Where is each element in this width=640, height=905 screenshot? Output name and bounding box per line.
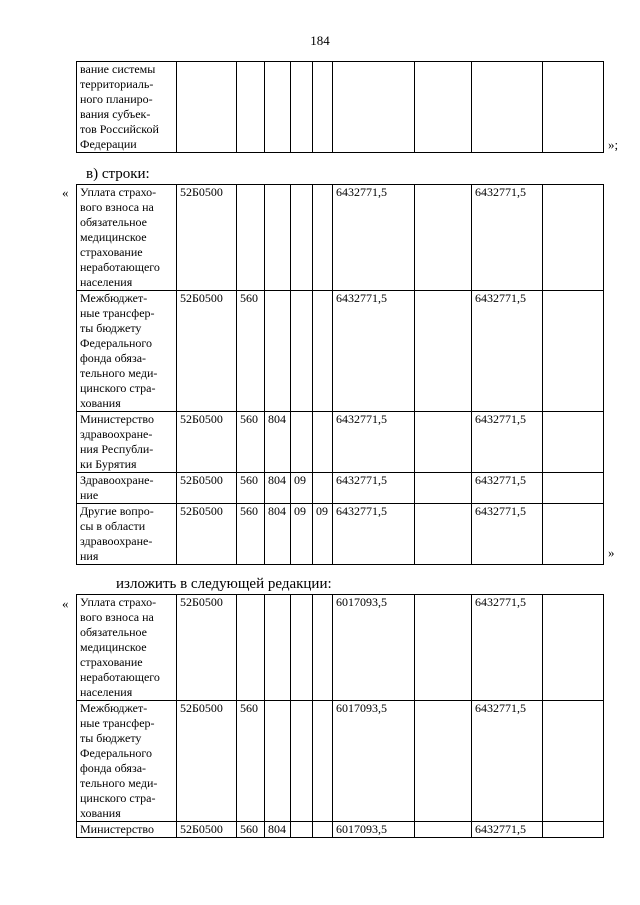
target-code-cell: 52Б0500	[177, 595, 237, 701]
subsection-cell	[313, 473, 333, 504]
subsection-cell	[313, 701, 333, 822]
ministry-code-cell	[265, 62, 291, 153]
subsection-cell	[313, 62, 333, 153]
ministry-code-cell	[265, 595, 291, 701]
budget-table-continuation	[76, 61, 604, 153]
amount-year2-cell: 6432771,5	[472, 473, 543, 504]
ministry-code-cell	[265, 701, 291, 822]
expense-type-cell: 560	[237, 473, 265, 504]
amount-year1-cell: 6432771,5	[333, 412, 415, 473]
amount-year1-cell: 6432771,5	[333, 504, 415, 565]
expense-type-cell	[237, 595, 265, 701]
section-cell	[291, 822, 313, 838]
subsection-cell	[313, 822, 333, 838]
expense-type-cell	[237, 62, 265, 153]
amount-year2-cell: 6432771,5	[472, 291, 543, 412]
empty-cell	[415, 185, 472, 291]
empty-cell	[543, 412, 604, 473]
amount-year2-cell: 6432771,5	[472, 504, 543, 565]
amount-year1-cell	[333, 62, 415, 153]
item-name-cell: Министерство здравоохране- ния Республи- ки Бурятия	[77, 412, 177, 473]
empty-cell	[543, 701, 604, 822]
amount-year1-cell: 6432771,5	[333, 473, 415, 504]
item-name-cell: Межбюджет- ные трансфер- ты бюджету Федерального фонда обяза- тельного меди- цинского стра- хования	[77, 291, 177, 412]
table-row	[77, 62, 604, 153]
subsection-cell	[313, 595, 333, 701]
empty-cell	[415, 595, 472, 701]
heading-rows: в) строки:	[86, 166, 150, 182]
amount-year2-cell: 6432771,5	[472, 412, 543, 473]
section-cell	[291, 701, 313, 822]
item-name-cell: Другие вопро- сы в области здравоохране- ния	[77, 504, 177, 565]
ministry-code-cell: 804	[265, 412, 291, 473]
empty-cell	[543, 504, 604, 565]
ministry-code-cell: 804	[265, 822, 291, 838]
empty-cell	[415, 62, 472, 153]
item-name-cell: Здравоохране- ние	[77, 473, 177, 504]
opening-quote: «	[62, 596, 69, 611]
empty-cell	[415, 701, 472, 822]
table-row	[77, 822, 604, 838]
empty-cell	[415, 473, 472, 504]
expense-type-cell	[237, 185, 265, 291]
empty-cell	[543, 473, 604, 504]
amount-year1-cell: 6017093,5	[333, 701, 415, 822]
target-code-cell: 52Б0500	[177, 473, 237, 504]
item-name-cell: вание системы территориаль- ного планиро- вания субъек- тов Российской Федерации	[77, 62, 177, 153]
amount-year2-cell: 6432771,5	[472, 822, 543, 838]
target-code-cell: 52Б0500	[177, 504, 237, 565]
target-code-cell: 52Б0500	[177, 412, 237, 473]
budget-table-new-rows	[76, 594, 604, 838]
table-row	[77, 185, 604, 291]
subsection-cell: 09	[313, 504, 333, 565]
expense-type-cell: 560	[237, 822, 265, 838]
table-row	[77, 291, 604, 412]
item-name-cell: Уплата страхо- вого взноса на обязательное медицинское страхование неработающего населения	[77, 185, 177, 291]
table-row	[77, 504, 604, 565]
section-cell	[291, 412, 313, 473]
expense-type-cell: 560	[237, 291, 265, 412]
empty-cell	[415, 822, 472, 838]
section-cell: 09	[291, 504, 313, 565]
expense-type-cell: 560	[237, 412, 265, 473]
amount-year2-cell	[472, 62, 543, 153]
subsection-cell	[313, 291, 333, 412]
expense-type-cell: 560	[237, 701, 265, 822]
section-cell	[291, 185, 313, 291]
closing-quote: »	[608, 545, 615, 560]
target-code-cell: 52Б0500	[177, 185, 237, 291]
empty-cell	[415, 504, 472, 565]
ministry-code-cell: 804	[265, 504, 291, 565]
target-code-cell: 52Б0500	[177, 291, 237, 412]
ministry-code-cell	[265, 185, 291, 291]
amount-year2-cell: 6432771,5	[472, 185, 543, 291]
amount-year2-cell: 6432771,5	[472, 701, 543, 822]
item-name-cell: Уплата страхо- вого взноса на обязательное медицинское страхование неработающего населения	[77, 595, 177, 701]
amount-year1-cell: 6432771,5	[333, 291, 415, 412]
item-name-cell: Министерство	[77, 822, 177, 838]
ministry-code-cell	[265, 291, 291, 412]
subsection-cell	[313, 185, 333, 291]
heading-new-edition: изложить в следующей редакции:	[116, 576, 332, 592]
closing-quote-semicolon: »;	[608, 137, 619, 152]
page-number: 184	[310, 33, 330, 48]
opening-quote: «	[62, 185, 69, 200]
table-row	[77, 412, 604, 473]
empty-cell	[543, 62, 604, 153]
amount-year1-cell: 6017093,5	[333, 822, 415, 838]
expense-type-cell: 560	[237, 504, 265, 565]
empty-cell	[543, 291, 604, 412]
amount-year1-cell: 6432771,5	[333, 185, 415, 291]
table-row	[77, 595, 604, 701]
table-row	[77, 701, 604, 822]
item-name-cell: Межбюджет- ные трансфер- ты бюджету Федерального фонда обяза- тельного меди- цинского стра- хования	[77, 701, 177, 822]
section-cell	[291, 291, 313, 412]
section-cell	[291, 595, 313, 701]
target-code-cell	[177, 62, 237, 153]
empty-cell	[543, 822, 604, 838]
section-cell: 09	[291, 473, 313, 504]
subsection-cell	[313, 412, 333, 473]
empty-cell	[543, 595, 604, 701]
empty-cell	[543, 185, 604, 291]
section-cell	[291, 62, 313, 153]
table-row	[77, 473, 604, 504]
amount-year2-cell: 6432771,5	[472, 595, 543, 701]
budget-table-old-rows	[76, 184, 604, 565]
amount-year1-cell: 6017093,5	[333, 595, 415, 701]
ministry-code-cell: 804	[265, 473, 291, 504]
empty-cell	[415, 291, 472, 412]
target-code-cell: 52Б0500	[177, 822, 237, 838]
empty-cell	[415, 412, 472, 473]
target-code-cell: 52Б0500	[177, 701, 237, 822]
